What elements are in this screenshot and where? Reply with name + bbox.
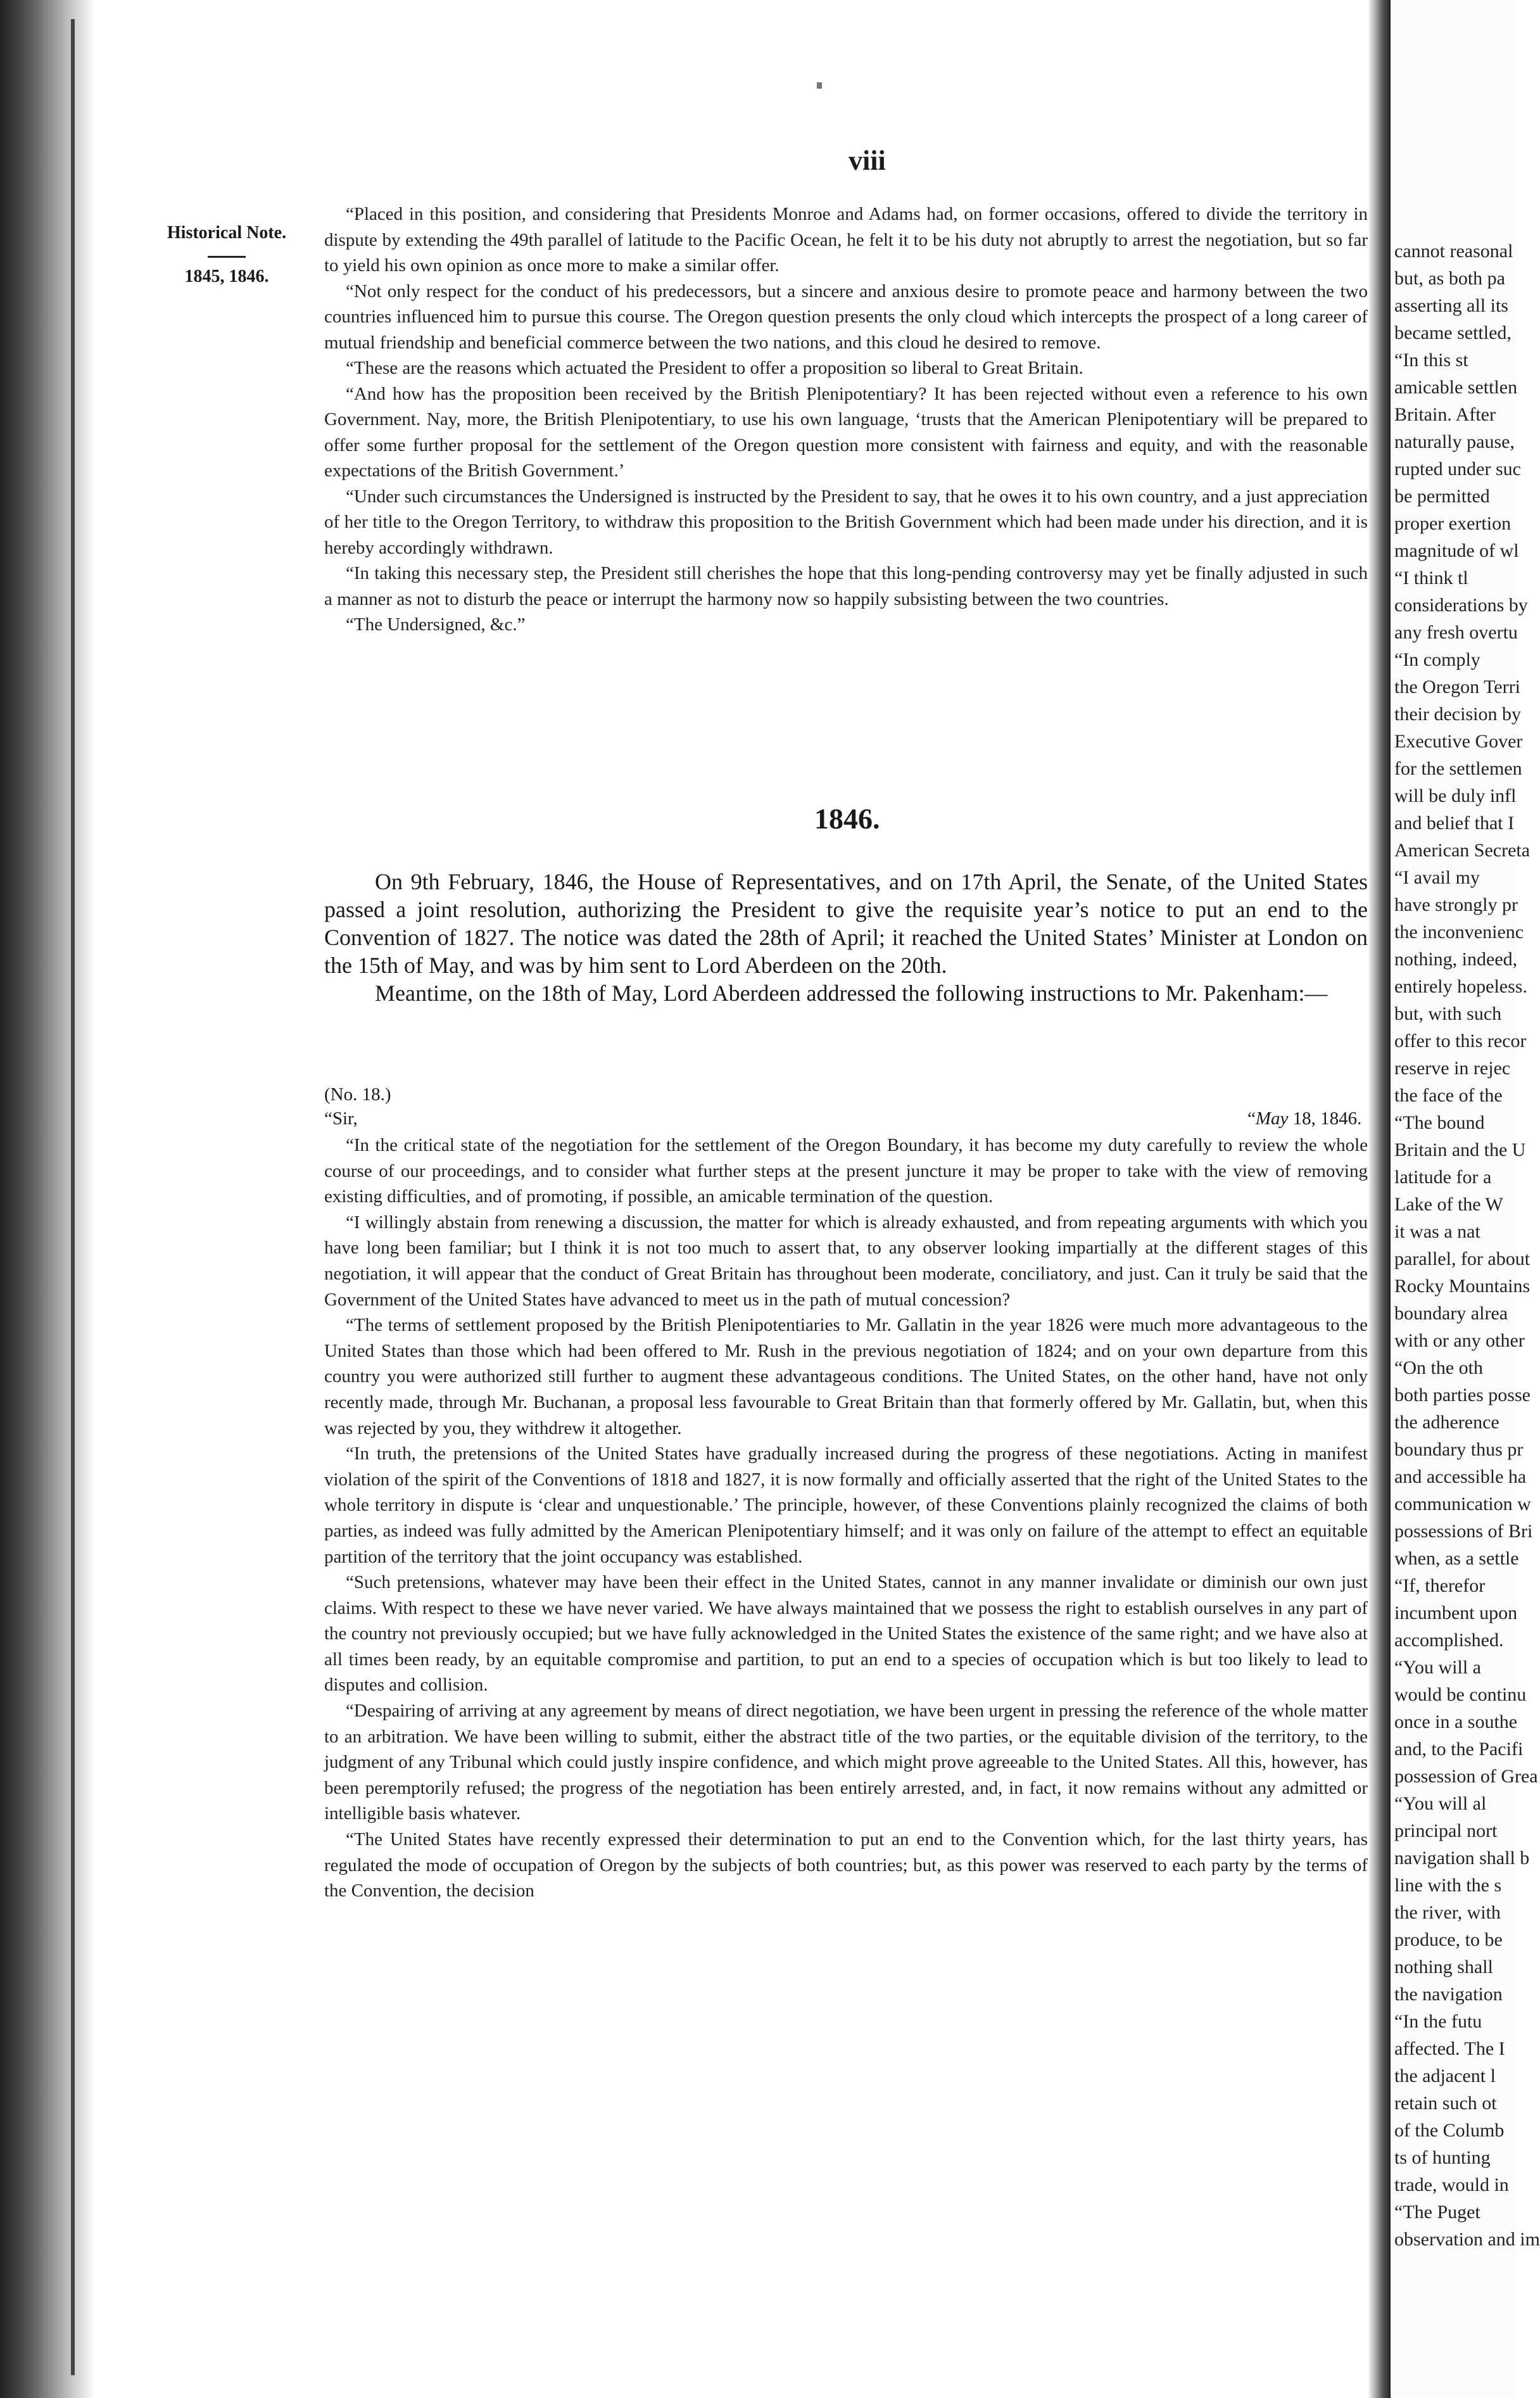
paragraph: Meantime, on the 18th of May, Lord Aberdeen addressed the following instructions to Mr. Pakenham:— — [375, 980, 1328, 1006]
paragraph: “These are the reasons which actuated the President to offer a proposition so liberal to Great Britain. — [346, 358, 1083, 378]
facing-page-line: the adjacent l — [1394, 2065, 1496, 2086]
facing-page-line: both parties posse — [1394, 1385, 1531, 1405]
facing-page-line: Lake of the W — [1394, 1194, 1503, 1215]
facing-page-line: considerations by — [1394, 595, 1528, 616]
facing-page-line: “I think tl — [1394, 568, 1468, 588]
narrative-text — [324, 868, 1368, 1007]
facing-page-line: but, with such — [1394, 1003, 1502, 1024]
facing-page-line: the inconvenienc — [1394, 922, 1524, 942]
facing-page-line: be permitted — [1394, 486, 1490, 507]
facing-page-line: nothing shall — [1394, 1957, 1493, 1977]
facing-page-line: boundary thus pr — [1394, 1439, 1524, 1460]
margin-note-rule — [208, 256, 246, 258]
facing-page-line: nothing, indeed, — [1394, 949, 1518, 970]
facing-page-line: their decision by — [1394, 704, 1521, 725]
facing-page-line: any fresh overtu — [1394, 622, 1518, 643]
paragraph: “The United States have recently expressed their determination to put an end to the Convention which, for the last thirty years, has regulated the mode of occupation of Oregon by the subjects of both countries; but, as this power was reserved to each party by the terms of the Convention, the decision — [324, 1829, 1368, 1901]
facing-page-line: “In comply — [1394, 649, 1480, 670]
facing-page-line: Rocky Mountains — [1394, 1276, 1531, 1297]
page-number: viii — [849, 145, 886, 176]
paragraph: “The Undersigned, &c.” — [346, 614, 526, 635]
facing-page-line: “On the oth — [1394, 1357, 1483, 1378]
facing-page-line: asserting all its — [1394, 295, 1508, 316]
paragraph: “Placed in this position, and considering that Presidents Monroe and Adams had, on former occasions, offered to divide the territory in dispute by extending the 49th parallel of latitude to the Pacific Ocean, he felt it to be his duty not abruptly to arrest the negotiation, but so far to yield his own opinion as once more to make a similar offer. — [324, 204, 1368, 276]
paragraph: “I willingly abstain from renewing a discussion, the matter for which is already exhausted, and from repeating arguments with which you have long been familiar; but I think it is not too much to assert that, to any observer looking impartially at the different stages of this negotiation, it will appear that the conduct of Great Britain has throughout been moderate, conciliatory, and just. Can it truly be said that the Government of the United States have advanced to meet us in the path of mutual concession? — [324, 1212, 1368, 1310]
facing-page-line: and accessible ha — [1394, 1466, 1527, 1487]
facing-page-line: and, to the Pacifi — [1394, 1739, 1524, 1760]
paragraph: “In taking this necessary step, the President still cherishes the hope that this long-pending controversy may yet be finally adjusted in such a manner as not to disturb the peace or interrupt the harmony now so happily subsisting between the two countries. — [324, 563, 1368, 609]
facing-page-line: reserve in rejec — [1394, 1058, 1511, 1079]
facing-page-line: the adherence — [1394, 1412, 1499, 1433]
facing-page-line: magnitude of wl — [1394, 540, 1519, 561]
facing-page-line: proper exertion — [1394, 513, 1512, 534]
facing-page-line: with or any other — [1394, 1330, 1525, 1351]
facing-page-line: accomplished. — [1394, 1630, 1504, 1651]
date-month: May — [1255, 1108, 1289, 1129]
binding-gutter — [71, 19, 75, 2375]
facing-page-line: “If, therefor — [1394, 1575, 1486, 1596]
facing-page-line: have strongly pr — [1394, 894, 1518, 915]
facing-page-line: would be continu — [1394, 1684, 1527, 1705]
facing-page-line: possessions of Bri — [1394, 1521, 1533, 1542]
facing-page-line: produce, to be — [1394, 1929, 1503, 1950]
facing-page-line: “In the futu — [1394, 2011, 1482, 2032]
facing-page-line: communication w — [1394, 1494, 1531, 1514]
binding-shadow — [0, 0, 95, 2398]
date-quote: “ — [1247, 1108, 1256, 1129]
facing-page-line: when, as a settle — [1394, 1548, 1519, 1569]
facing-page-line: possession of Grea — [1394, 1766, 1538, 1787]
facing-page-line: became settled, — [1394, 322, 1512, 343]
facing-page-line: amicable settlen — [1394, 377, 1518, 398]
facing-page-line: of the Columb — [1394, 2120, 1505, 2141]
facing-page-line: offer to this recor — [1394, 1031, 1527, 1051]
facing-page-line: affected. The I — [1394, 2038, 1505, 2059]
facing-page-line: will be duly infl — [1394, 785, 1517, 806]
facing-page-line: ts of hunting — [1394, 2147, 1491, 2168]
facing-page-line: navigation shall b — [1394, 1848, 1530, 1868]
paragraph: “The terms of settlement proposed by the British Plenipotentiaries to Mr. Gallatin in the year 1826 were much more advantageous to the United States than those which had been offered to Mr. Rush in the previous negotiation of 1824; and on your own departure from this country you were authorized still further to augment these advantageous conditions. The United States, on the other hand, have not only recently made, through Mr. Buchanan, a proposal less favourable to Great Britain than that formerly offered by Mr. Gallatin, but, when this was rejected by you, they withdrew it altogether. — [324, 1315, 1368, 1438]
facing-page-line: boundary alrea — [1394, 1303, 1508, 1324]
facing-page-line: “The Puget — [1394, 2202, 1480, 2223]
ink-speck — [817, 82, 822, 89]
facing-page-line: for the settlemen — [1394, 758, 1522, 779]
facing-page-line: trade, would in — [1394, 2174, 1509, 2195]
facing-page-line: “The bound — [1394, 1112, 1485, 1133]
facing-page-line: “In this st — [1394, 350, 1468, 371]
facing-page-line: “You will al — [1394, 1793, 1487, 1814]
facing-page-line: entirely hopeless. — [1394, 976, 1527, 997]
facing-page-line: parallel, for about — [1394, 1248, 1531, 1269]
paragraph: “Such pretensions, whatever may have been their effect in the United States, cannot in any manner invalidate or diminish our own just claims. With respect to these we have never varied. We have always maintained that we possess the right to establish ourselves in any part of the country not previously occupied; but we have fully acknowledged in the United States the existence of the same right; and we have also at all times been ready, by an equitable compromise and partition, to put an end to a species of occupation which is but too likely to lead to disputes and collision. — [324, 1572, 1368, 1696]
facing-page-line: it was a nat — [1394, 1221, 1480, 1242]
facing-page-line: rupted under suc — [1394, 459, 1521, 479]
paragraph: “Under such circumstances the Undersigned is instructed by the President to say, that he owes it to his own country, and a just appreciation of her title to the Oregon Territory, to withdraw this proposition to the British Government which had been made under his direction, and it is hereby accordingly withdrawn. — [324, 486, 1368, 558]
facing-page-line: Executive Gover — [1394, 731, 1523, 752]
margin-note-title: Historical Note. — [167, 223, 287, 243]
facing-page-line: the navigation — [1394, 1984, 1503, 2005]
facing-page-edge — [1368, 0, 1393, 2398]
facing-page — [1391, 0, 1540, 2398]
letter-date — [1247, 1108, 1361, 1129]
facing-page-line: line with the s — [1394, 1875, 1502, 1896]
margin-note-years: 1845, 1846. — [184, 267, 269, 286]
paragraph: “Despairing of arriving at any agreement by means of direct negotiation, we have been urgent in pressing the reference of the whole matter to an arbitration. We have been willing to submit, either the abstract title of the two parties, or the equitable division of the territory, to the judgment of any Tribunal which could justly inspire confidence, and which might prove agreeable to the United States. All this, however, has been peremptorily refused; the progress of the negotiation has been entirely arrested, and, in fact, it now remains without any admitted or intelligible basis whatever. — [324, 1701, 1368, 1824]
facing-page-line: cannot reasonal — [1394, 241, 1513, 262]
date-rest: 18, 1846. — [1288, 1108, 1362, 1129]
facing-page-line: and belief that I — [1394, 813, 1515, 834]
facing-page-line: once in a southe — [1394, 1711, 1518, 1732]
facing-page-line: naturally pause, — [1394, 431, 1515, 452]
paragraph: On 9th February, 1846, the House of Representatives, and on 17th April, the Senate, of the United States passed a joint resolution, authorizing the President to give the requisite year’s notice to put an end to the Convention of 1827. The notice was dated the 28th of April; it reached the United States’ Minister at London on the 15th of May, and was by him sent to Lord Aberdeen on the 20th. — [324, 869, 1368, 978]
facing-page-line: the river, with — [1394, 1902, 1501, 1923]
facing-page-line: incumbent upon — [1394, 1602, 1518, 1623]
paragraph: “Not only respect for the conduct of his predecessors, but a sincere and anxious desire to promote peace and harmony between the two countries influenced him to pursue this course. The Oregon question presents the only cloud which intercepts the prospect of a long career of mutual friendship and beneficial commerce between the two nations, and this cloud he desired to remove. — [324, 281, 1368, 353]
letter-reference: (No. 18.) — [324, 1084, 391, 1105]
paragraph: “In truth, the pretensions of the United States have gradually increased during the progress of these negotiations. Acting in manifest violation of the spirit of the Conventions of 1818 and 1827, it is now formally and officially asserted that the right of the United States to the whole territory in dispute is ‘clear and unquestionable.’ The principle, however, of these Conventions plainly recognized the claims of both parties, as indeed was fully admitted by the American Plenipotentiary himself; and it was only on failure of the attempt to effect an equitable partition of the territory that the joint occupancy was established. — [324, 1443, 1368, 1567]
facing-page-line: the face of the — [1394, 1085, 1503, 1106]
facing-page-line: but, as both pa — [1394, 268, 1505, 289]
facing-page-line: “You will a — [1394, 1657, 1481, 1678]
year-heading: 1846. — [814, 803, 880, 835]
facing-page-line: Britain. After — [1394, 404, 1496, 425]
facing-page-line: observation and im — [1394, 2229, 1540, 2250]
facing-page-line: “I avail my — [1394, 867, 1480, 888]
dispatch-text — [324, 201, 1368, 638]
letter-salutation: “Sir, — [324, 1108, 358, 1129]
facing-page-line: principal nort — [1394, 1820, 1498, 1841]
facing-page-line: retain such ot — [1394, 2093, 1497, 2114]
facing-page-line: the Oregon Terri — [1394, 676, 1520, 697]
paragraph: “And how has the proposition been received by the British Plenipotentiary? It has been rejected without even a reference to his own Government. Nay, more, the British Plenipotentiary, to use his own language, ‘trusts that the American Plenipotentiary will be prepared to offer some further proposal for the settlement of the Oregon question more consistent with fairness and equity, and with the reasonable expectations of the British Government.’ — [324, 383, 1368, 481]
facing-page-line: Britain and the U — [1394, 1139, 1526, 1160]
facing-page-line: latitude for a — [1394, 1167, 1492, 1188]
letter-body — [324, 1132, 1368, 1904]
facing-page-line: American Secreta — [1394, 840, 1531, 861]
paragraph: “In the critical state of the negotiation for the settlement of the Oregon Boundary, it has become my duty carefully to review the whole course of our proceedings, and to consider what further steps at the present juncture it may be proper to take with the view of removing existing difficulties, and of promoting, if possible, an amicable termination of the question. — [324, 1135, 1368, 1207]
margin-note — [151, 223, 303, 287]
